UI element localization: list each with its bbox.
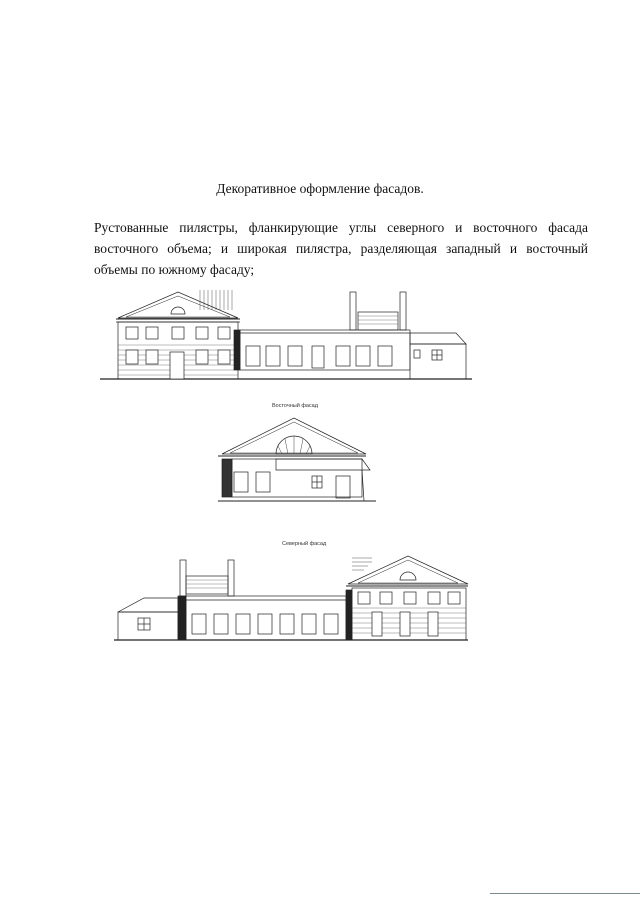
section-heading: Декоративное оформление фасадов.	[216, 181, 424, 196]
east-facade-caption: Восточный фасад	[272, 403, 318, 409]
scan-edge-line	[490, 893, 640, 894]
north-facade-caption: Северный фасад	[282, 541, 327, 547]
south-facade-drawing	[96, 288, 476, 382]
body-paragraph: Рустованные пилястры, фланкирующие углы северного и восточного фасада восточного объема; и широкая пилястра, разделяющая западный и восточный объемы по южному фасаду;	[94, 220, 588, 277]
east-facade-drawing	[212, 412, 380, 504]
north-facade-drawing	[110, 550, 472, 644]
